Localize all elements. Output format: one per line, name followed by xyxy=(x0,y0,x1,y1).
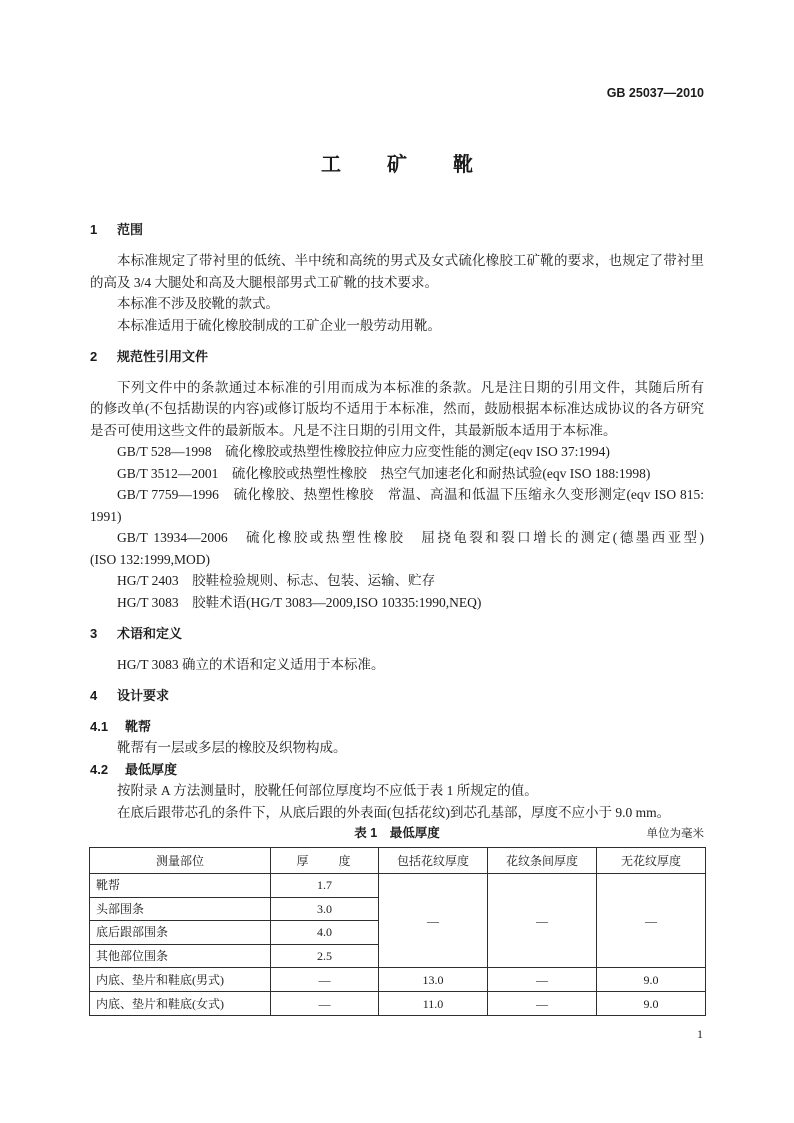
table-cell-value: 2.5 xyxy=(271,944,379,968)
table-header-row xyxy=(90,848,706,874)
reference-entry: GB/T 3512—2001 硫化橡胶或热塑性橡胶 热空气加速老化和耐热试验(eqv ISO 188:1998) xyxy=(117,465,651,481)
table-cell-value: 9.0 xyxy=(597,968,706,992)
section-title: 设计要求 xyxy=(117,687,170,703)
paragraph-line: 靴帮有一层或多层的橡胶及织物构成。 xyxy=(117,740,347,755)
table-cell-part: 头部围条 xyxy=(90,897,271,921)
column-header: 厚 度 xyxy=(271,848,379,874)
table-cell-value: — xyxy=(271,992,379,1016)
section-title: 规范性引用文件 xyxy=(117,348,209,364)
reference-entry: GB/T 528—1998 硫化橡胶或热塑性橡胶拉伸应力应变性能的测定(eqv ISO 37:1994) xyxy=(117,444,610,459)
section-heading-normative-references xyxy=(90,346,704,368)
table-cell-merged: — xyxy=(488,874,597,968)
table-cell-value: 4.0 xyxy=(271,921,379,945)
table-cell-value: — xyxy=(488,992,597,1016)
subsection-heading-upper xyxy=(90,716,704,738)
table-unit-note: 单位为毫米 xyxy=(646,828,704,840)
paragraph-line: 本标准规定了带衬里的低统、半中统和高统的男式及女式硫化橡胶工矿靴的要求，也规定了带衬里 xyxy=(117,253,704,268)
table-row xyxy=(90,968,706,992)
table-cell-value: — xyxy=(488,968,597,992)
page-number: 1 xyxy=(697,1027,703,1041)
table-cell-part: 靴帮 xyxy=(90,874,271,898)
paragraph-line: 按附录 A 方法测量时，胶靴任何部位厚度均不应低于表 1 所规定的值。 xyxy=(117,783,538,798)
table-cell-value: 13.0 xyxy=(379,968,488,992)
table-cell-part: 其他部位围条 xyxy=(90,944,271,968)
column-header: 花纹条间厚度 xyxy=(488,848,597,874)
column-header: 无花纹厚度 xyxy=(597,848,706,874)
reference-entry: GB/T 13934—2006 硫化橡胶或热塑性橡胶 屈挠龟裂和裂口增长的测定(德墨西亚型) xyxy=(117,530,704,545)
reference-entry-continuation: (ISO 132:1999,MOD) xyxy=(90,551,210,567)
section-heading-terms xyxy=(90,623,704,645)
table-cell-part: 内底、垫片和鞋底(男式) xyxy=(90,968,271,992)
section-number: 3 xyxy=(90,625,98,641)
table-cell-value: — xyxy=(271,968,379,992)
section-number: 4 xyxy=(90,687,98,703)
document-title: 工 矿 靴 xyxy=(321,154,486,176)
reference-entry: HG/T 2403 胶鞋检验规则、标志、包装、运输、贮存 xyxy=(117,573,436,588)
table-cell-value: 9.0 xyxy=(597,992,706,1016)
paragraph-line: 本标准不涉及胶靴的款式。 xyxy=(117,296,279,311)
table-cell-part: 底后跟部围条 xyxy=(90,921,271,945)
paragraph-line: 在底后跟带芯孔的条件下，从底后跟的外表面(包括花纹)到芯孔基部，厚度不应小于 9.0 mm。 xyxy=(117,804,671,820)
table-cell-value: 3.0 xyxy=(271,897,379,921)
section-heading-design-requirements xyxy=(90,685,704,707)
paragraph-line: 下列文件中的条款通过本标准的引用而成为本标准的条款。凡是注日期的引用文件，其随后所有 xyxy=(117,379,704,395)
table-row xyxy=(90,874,706,898)
table-cell-value: 1.7 xyxy=(271,874,379,898)
subsection-number: 4.2 xyxy=(90,761,109,777)
standard-code: GB 25037—2010 xyxy=(606,86,704,100)
reference-entry: GB/T 7759—1996 硫化橡胶、热塑性橡胶 常温、高温和低温下压缩永久变形测定(eqv ISO 815: xyxy=(117,487,704,502)
section-heading-scope xyxy=(90,219,704,241)
section-number: 2 xyxy=(90,348,98,364)
table-caption: 表 1 最低厚度 xyxy=(354,826,440,840)
document-body xyxy=(90,219,704,1016)
section-title: 术语和定义 xyxy=(117,625,183,641)
reference-entry: HG/T 3083 胶鞋术语(HG/T 3083—2009,ISO 10335:1990,NEQ) xyxy=(117,594,482,610)
column-header: 包括花纹厚度 xyxy=(379,848,488,874)
table-cell-part: 内底、垫片和鞋底(女式) xyxy=(90,992,271,1016)
table-cell-merged: — xyxy=(597,874,706,968)
minimum-thickness-table xyxy=(89,847,706,1016)
table-caption-row xyxy=(90,823,704,845)
subsection-title: 最低厚度 xyxy=(125,761,178,777)
paragraph-line: 是否可使用这些文件的最新版本。凡是不注日期的引用文件，其最新版本适用于本标准。 xyxy=(90,422,617,438)
table-cell-merged: — xyxy=(379,874,488,968)
paragraph-line: HG/T 3083 确立的术语和定义适用于本标准。 xyxy=(117,656,385,672)
section-number: 1 xyxy=(90,222,98,237)
table-row xyxy=(90,992,706,1016)
subsection-title: 靴帮 xyxy=(125,718,152,734)
section-title: 范围 xyxy=(117,222,144,237)
subsection-number: 4.1 xyxy=(90,718,109,734)
paragraph-line: 本标准适用于硫化橡胶制成的工矿企业一般劳动用靴。 xyxy=(117,317,441,333)
paragraph-line: 的修改单(不包括勘误的内容)或修订版均不适用于本标准，然而，鼓励根据本标准达成协议的各方研究 xyxy=(90,401,704,416)
reference-entry-continuation: 1991) xyxy=(90,508,122,524)
paragraph-line: 的高及 3/4 大腿处和高及大腿根部男式工矿靴的技术要求。 xyxy=(90,274,438,290)
column-header: 测量部位 xyxy=(90,848,271,874)
subsection-heading-min-thickness xyxy=(90,759,704,781)
table-cell-value: 11.0 xyxy=(379,992,488,1016)
